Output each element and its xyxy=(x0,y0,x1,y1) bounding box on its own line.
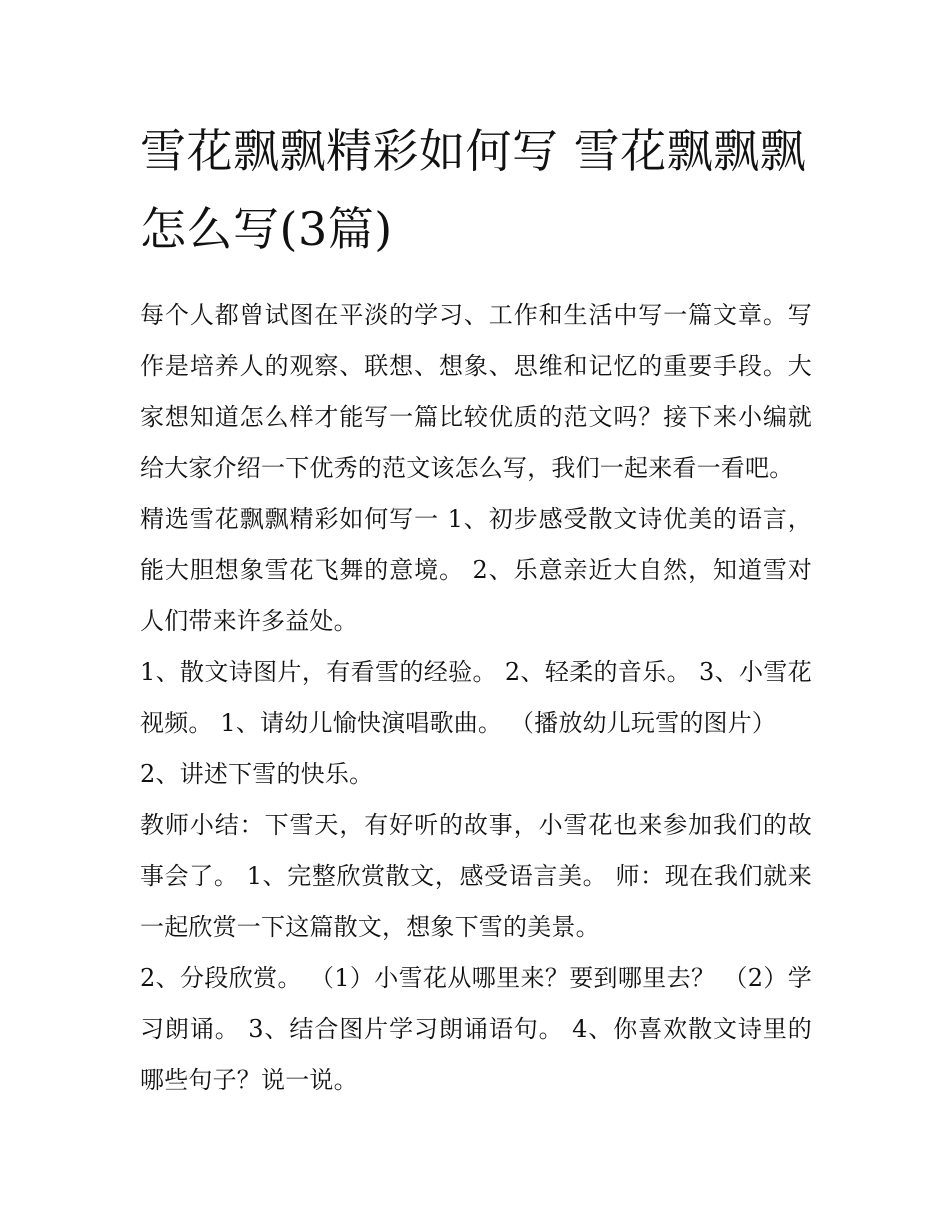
document-page xyxy=(140,112,812,1106)
paragraph-step-2: 2、讲述下雪的快乐。 xyxy=(140,760,374,788)
paragraph-materials: 1、散文诗图片，有看雪的经验。 2、轻柔的音乐。 3、小雪花视频。 1、请幼儿愉快演唱歌曲。 （播放幼儿玩雪的图片） xyxy=(140,658,812,737)
document-body xyxy=(140,290,812,1106)
paragraph-goals: 精选雪花飘飘精彩如何写一 1、初步感受散文诗优美的语言，能大胆想象雪花飞舞的意境。 2、乐意亲近大自然，知道雪对人们带来许多益处。 xyxy=(140,505,812,635)
document-title: 雪花飘飘精彩如何写 雪花飘飘飘怎么写(3篇) xyxy=(140,124,807,256)
paragraph-teacher-summary: 教师小结：下雪天，有好听的故事，小雪花也来参加我们的故事会了。 1、完整欣赏散文，感受语言美。 师：现在我们就来一起欣赏一下这篇散文，想象下雪的美景。 xyxy=(140,811,812,941)
paragraph-intro: 每个人都曾试图在平淡的学习、工作和生活中写一篇文章。写作是培养人的观察、联想、想象、思维和记忆的重要手段。大家想知道怎么样才能写一篇比较优质的范文吗？接下来小编就给大家介绍一下优秀的范文该怎么写，我们一起来看一看吧。 xyxy=(140,301,812,482)
paragraph-segment-appreciation: 2、分段欣赏。 （1）小雪花从哪里来？要到哪里去？ （2）学习朗诵。 3、结合图片学习朗诵语句。 4、你喜欢散文诗里的哪些句子？说一说。 xyxy=(140,964,812,1094)
